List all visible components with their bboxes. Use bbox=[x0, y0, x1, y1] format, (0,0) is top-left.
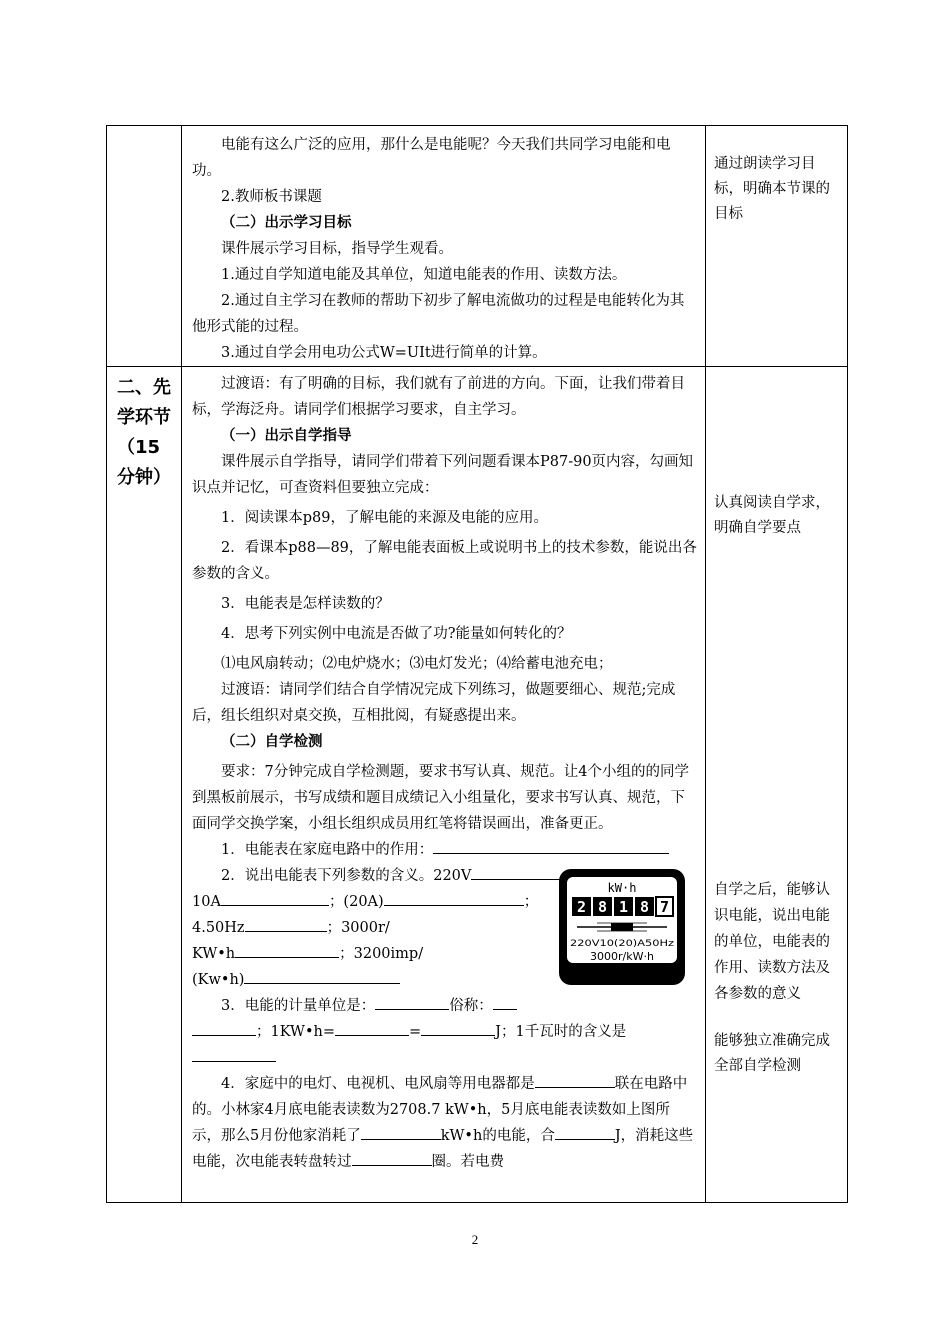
answer-blank[interactable] bbox=[421, 1021, 495, 1036]
meter-spec: 220V10(20)A50Hz bbox=[570, 939, 675, 949]
question-text: ；(20A) bbox=[328, 894, 384, 910]
question bbox=[192, 1019, 697, 1071]
answer-blank[interactable] bbox=[535, 1073, 615, 1088]
question bbox=[192, 1071, 697, 1175]
paragraph: 3.通过自学会用电功公式W=UIt进行简单的计算。 bbox=[221, 345, 547, 361]
answer-blank[interactable] bbox=[192, 1021, 256, 1036]
answer-blank[interactable] bbox=[221, 891, 329, 906]
paragraph: 2.通过自主学习在教师的帮助下初步了解电流做功的过程是电能转化为其他形式能的过程。 bbox=[192, 293, 685, 335]
question-text: ；3000r/ bbox=[326, 920, 390, 936]
question-text: 4.50Hz bbox=[192, 920, 245, 936]
heading: （一）出示自学指导 bbox=[221, 427, 352, 444]
question-text: 俗称： bbox=[449, 998, 493, 1014]
heading: （二）自学检测 bbox=[221, 733, 323, 750]
question-text: 10A bbox=[192, 894, 221, 910]
paragraph: 过渡语：有了明确的目标，我们就有了前进的方向。下面，让我们带着目标，学海泛舟。请同学们根据学习要求，自主学习。 bbox=[192, 376, 685, 418]
content-cell bbox=[182, 367, 706, 1203]
meter-digit: 8 bbox=[639, 898, 650, 916]
meter-digit: 1 bbox=[618, 898, 629, 916]
lesson-table bbox=[106, 125, 848, 1203]
note-text: 通过朗读学习目标，明确本节课的目标 bbox=[714, 156, 830, 222]
answer-blank[interactable] bbox=[384, 891, 524, 906]
electric-meter-image bbox=[557, 867, 687, 987]
list-item: 1．阅读课本p89，了解电能的来源及电能的应用。 bbox=[221, 510, 548, 526]
paragraph: 电能有这么广泛的应用，那什么是电能呢？今天我们共同学习电能和电功。 bbox=[192, 137, 671, 179]
question-text: KW•h bbox=[192, 946, 236, 962]
content-cell bbox=[182, 126, 706, 367]
question-text: ；3200imp/ bbox=[339, 946, 424, 962]
question-text: = bbox=[409, 1024, 422, 1040]
paragraph: 过渡语：请同学们结合自学情况完成下列练习，做题要细心、规范;完成后，组长组织对桌交换，互相批阅，有疑惑提出来。 bbox=[192, 682, 676, 724]
table-row bbox=[107, 367, 848, 1203]
page-number: 2 bbox=[471, 1232, 479, 1247]
answer-blank[interactable] bbox=[245, 917, 327, 932]
section-cell bbox=[107, 367, 182, 1203]
note-text: 自学之后，能够认识电能，说出电能的单位，电能表的作用、读数方法及各参数的意义 bbox=[714, 882, 830, 1002]
answer-blank[interactable] bbox=[192, 1047, 276, 1062]
question-text: 4．家庭中的电灯、电视机、电风扇等用电器都是 bbox=[221, 1076, 535, 1092]
question bbox=[192, 837, 697, 863]
question bbox=[192, 993, 697, 1019]
list-item: 4．思考下列实例中电流是否做了功?能量如何转化的？ bbox=[221, 626, 572, 642]
question-text: 1．电能表在家庭电路中的作用： bbox=[221, 842, 434, 858]
question-text: 2．说出电能表下列参数的含义。220V bbox=[221, 868, 472, 884]
meter-disc-mark bbox=[611, 923, 633, 931]
question-text: (Kw•h) bbox=[192, 972, 245, 988]
note-cell bbox=[706, 367, 848, 1203]
heading: （二）出示学习目标 bbox=[221, 214, 352, 231]
question-text: ；1KW•h= bbox=[256, 1024, 335, 1040]
note-text: 能够独立准确完成全部自学检测 bbox=[714, 1033, 830, 1074]
question-text: J，消耗这些电能，次电能表转盘转过 bbox=[192, 1128, 694, 1170]
list-item: 2．看课本p88—89，了解电能表面板上或说明书上的技术参数，能说出各参数的含义。 bbox=[192, 540, 697, 582]
question-text: J；1千瓦时的含义是 bbox=[495, 1024, 627, 1040]
answer-blank[interactable] bbox=[244, 969, 400, 984]
answer-blank[interactable] bbox=[433, 839, 669, 854]
meter-digit: 8 bbox=[597, 898, 608, 916]
meter-unit: kW·h bbox=[607, 881, 637, 895]
note-cell bbox=[706, 126, 848, 367]
paragraph: 1.通过自学知道电能及其单位，知道电能表的作用、读数方法。 bbox=[221, 267, 627, 283]
question-text: 圈。若电费 bbox=[431, 1154, 504, 1170]
question-text: 3．电能的计量单位是： bbox=[221, 998, 376, 1014]
meter-digit: 2 bbox=[576, 898, 587, 916]
meter-digits bbox=[572, 897, 673, 916]
list-item: ⑴电风扇转动；⑵电炉烧水；⑶电灯发光；⑷给蓄电池充电； bbox=[221, 656, 613, 672]
answer-blank[interactable] bbox=[375, 995, 449, 1010]
answer-blank[interactable] bbox=[235, 943, 339, 958]
table-row bbox=[107, 126, 848, 367]
paragraph: 课件展示自学指导，请同学们带着下列问题看课本P87-90页内容，勾画知识点并记忆，可查资料但要独立完成： bbox=[192, 454, 694, 496]
list-item: 3．电能表是怎样读数的？ bbox=[221, 596, 390, 612]
meter-rev: 3000r/kW·h bbox=[590, 950, 654, 963]
answer-blank[interactable] bbox=[352, 1151, 432, 1166]
answer-blank[interactable] bbox=[493, 995, 517, 1010]
meter-digit: 7 bbox=[659, 898, 670, 916]
section-cell bbox=[107, 126, 182, 367]
paragraph: 课件展示学习目标，指导学生观看。 bbox=[221, 241, 453, 257]
paragraph: 2.教师板书课题 bbox=[221, 189, 322, 205]
answer-blank[interactable] bbox=[361, 1125, 441, 1140]
question-2-block bbox=[192, 863, 697, 1071]
answer-blank[interactable] bbox=[555, 1125, 615, 1140]
answer-blank[interactable] bbox=[335, 1021, 409, 1036]
question-text: kW•h的电能，合 bbox=[440, 1128, 555, 1144]
question-text: 联在电路中的。小林家4月底电能表读数为2708.7 kW•h，5月底电能表读数如上图所示，那么5月份他家消耗了 bbox=[192, 1076, 688, 1144]
question: 10A ；(20A) ； bbox=[192, 889, 697, 915]
section-label: 二、先学环节（15分钟） bbox=[117, 377, 171, 488]
note-text: 认真阅读自学求，明确自学要点 bbox=[714, 495, 830, 536]
paragraph: 要求：7分钟完成自学检测题，要求书写认真、规范。让4个小组的的同学到黑板前展示，书写成绩和题目成绩记入小组量化，要求书写认真、规范，下面同学交换学案，小组长组织成员用红笔将错误画出，准备更正。 bbox=[192, 764, 689, 832]
